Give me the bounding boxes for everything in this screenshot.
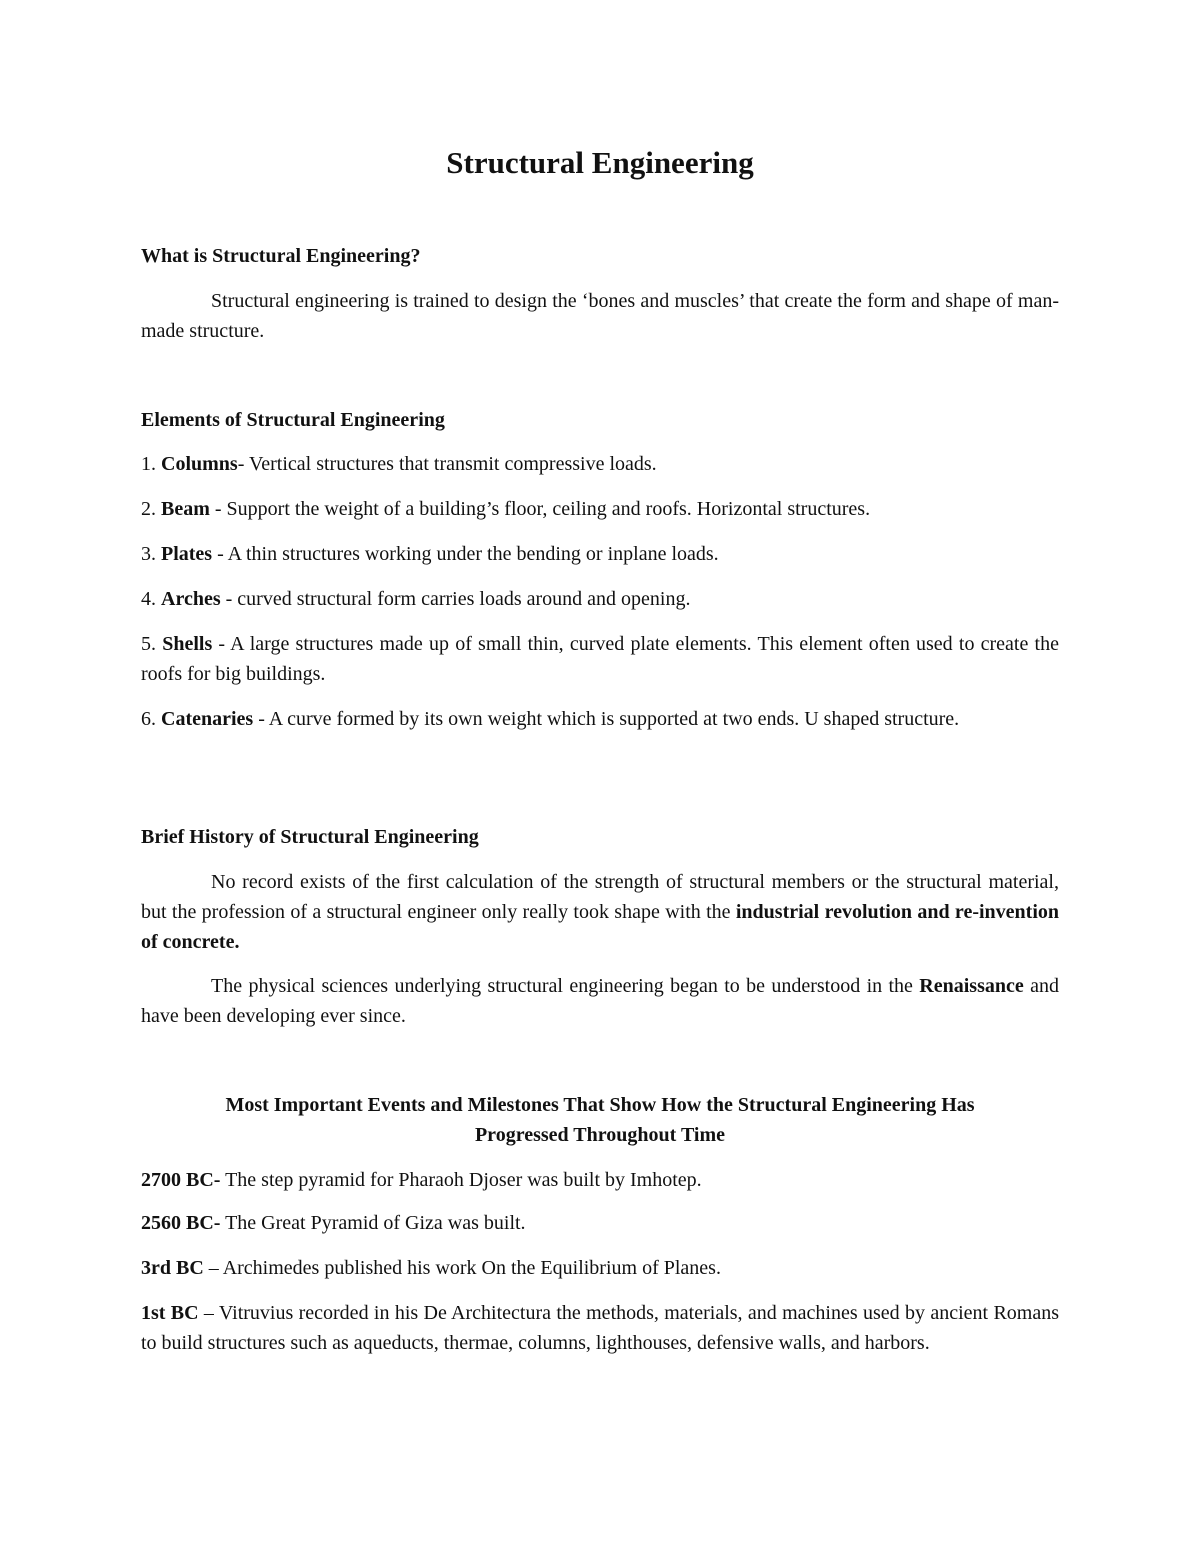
element-number: 6. [141, 708, 156, 730]
element-item-arches [141, 584, 1059, 614]
element-number: 2. [141, 498, 156, 520]
history-paragraph-1-bold: industrial revolution and re-invention of concrete. [141, 901, 1059, 953]
element-number: 4. [141, 588, 156, 610]
milestones-heading-line-1: Most Important Events and Milestones That Show How the Structural Engineering Has [225, 1094, 975, 1116]
milestone-date: 1st BC [141, 1302, 199, 1324]
element-term: Shells [162, 633, 213, 655]
milestone-text: The Great Pyramid of Giza was built. [220, 1212, 526, 1234]
element-term: Catenaries [161, 708, 254, 730]
element-description: - A thin structures working under the bending or inplane loads. [212, 543, 719, 565]
element-description: - curved structural form carries loads around and opening. [220, 588, 691, 610]
element-term: Plates [161, 543, 213, 565]
element-term: Columns [161, 453, 238, 475]
history-heading: Brief History of Structural Engineering [141, 826, 479, 848]
element-item-plates [141, 539, 1059, 569]
document-title: Structural Engineering [446, 145, 754, 180]
element-number: 5. [141, 633, 156, 655]
milestone-item [141, 1298, 1059, 1358]
history-paragraph-2 [141, 971, 1059, 1031]
what-is-paragraph: Structural engineering is trained to design the ‘bones and muscles’ that create the form and shape of man-made structure. [141, 290, 1059, 342]
milestone-text: – Vitruvius recorded in his De Architectura the methods, materials, and machines used by ancient Romans to build structures such as aqueducts, thermae, columns, lighthouses, defensive walls, and harbors. [141, 1302, 1059, 1354]
element-number: 1. [141, 453, 156, 475]
element-term: Arches [161, 588, 221, 610]
element-description: - A curve formed by its own weight which is supported at two ends. U shaped structure. [253, 708, 960, 730]
milestone-item [141, 1208, 1059, 1238]
milestone-item [141, 1165, 1059, 1195]
element-number: 3. [141, 543, 156, 565]
elements-heading: Elements of Structural Engineering [141, 409, 445, 431]
element-description: - A large structures made up of small thin, curved plate elements. This element often used to create the roofs for big buildings. [141, 633, 1059, 685]
milestone-date: 3rd BC [141, 1257, 204, 1279]
element-description: - Vertical structures that transmit compressive loads. [237, 453, 657, 475]
milestone-item [141, 1253, 1059, 1283]
milestone-date: 2560 BC- [141, 1212, 221, 1234]
element-item-beam [141, 494, 1059, 524]
history-paragraph-1-text: No record exists of the first calculation of the strength of structural members or the structural material, but the profession of a structural engineer only really took shape with the [141, 871, 1059, 923]
milestone-text: The step pyramid for Pharaoh Djoser was built by Imhotep. [220, 1169, 702, 1191]
history-paragraph-2-text: The physical sciences underlying structural engineering began to be understood in the [211, 975, 920, 997]
element-item-catenaries [141, 704, 1059, 734]
history-paragraph-2-end: and have been developing ever since. [141, 975, 1059, 1027]
history-paragraph-2-bold: Renaissance [919, 975, 1024, 997]
element-term: Beam [161, 498, 210, 520]
milestones-heading-line-2: Progressed Throughout Time [474, 1124, 726, 1146]
element-item-columns [141, 449, 1059, 479]
element-item-shells [141, 629, 1059, 689]
element-description: - Support the weight of a building’s floor, ceiling and roofs. Horizontal structures. [209, 498, 871, 520]
milestone-text: – Archimedes published his work On the Equilibrium of Planes. [203, 1257, 721, 1279]
what-is-heading: What is Structural Engineering? [141, 245, 421, 267]
milestone-date: 2700 BC- [141, 1169, 221, 1191]
history-paragraph-1 [141, 867, 1059, 957]
